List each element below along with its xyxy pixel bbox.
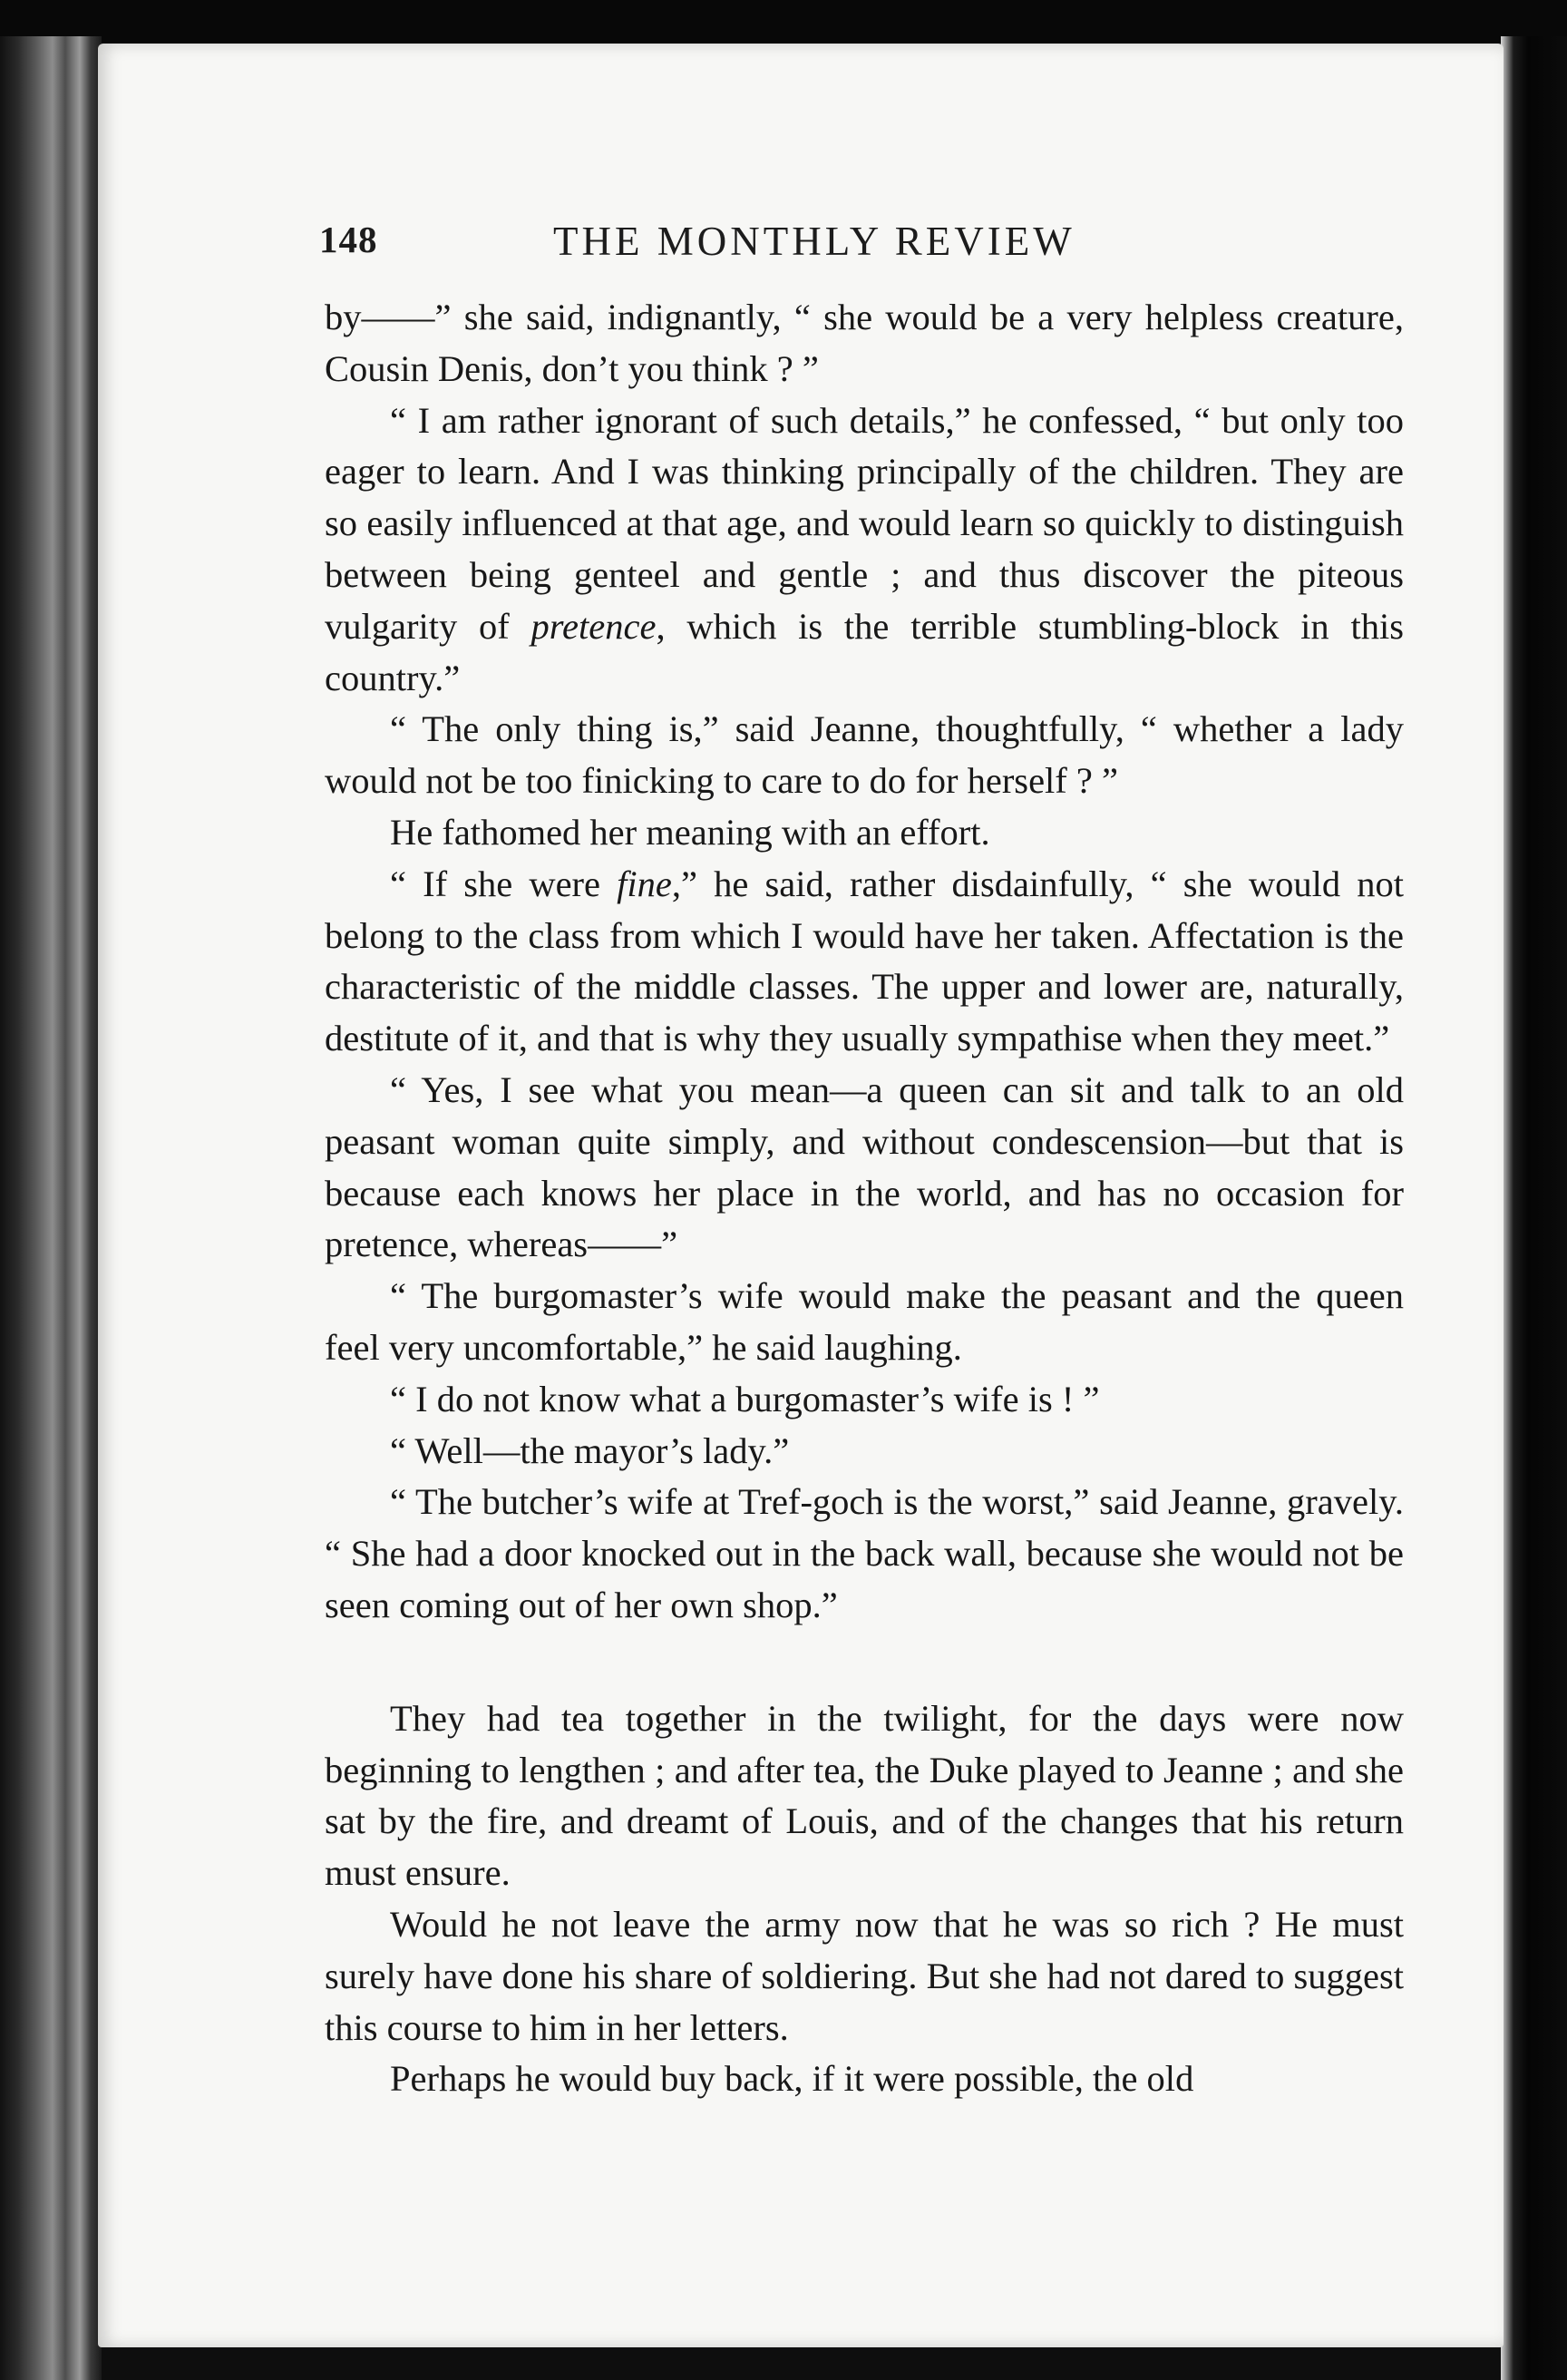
paragraph-text: “ The butcher’s wife at Tref-goch is the worst,” said Jeanne, gravely. “ She had a door knocked out in the back wall, because she would not be seen coming out of her own shop.” [325, 1481, 1404, 1625]
paragraph [325, 1693, 1404, 1899]
scan-top-border [0, 0, 1567, 45]
paragraph-text: Would he not leave the army now that he was so rich ? He must surely have done his share of soldiering. But she had not dared to suggest this course to him in her letters. [325, 1903, 1405, 2048]
italic-text: pretence [530, 605, 657, 647]
paragraph [325, 1477, 1404, 1631]
page-number: 148 [319, 219, 378, 260]
paragraph-text: , which is the terrible stumbling-block in this country.” [325, 605, 1404, 698]
italic-text: fine [617, 863, 672, 904]
paragraph-text: “ Yes, I see what you mean—a queen can sit and talk to an old peasant woman quite simply, and without condescension—but that is because each knows her place in the world, and has no occasion for pretence, whereas——” [325, 1068, 1404, 1265]
paragraph-text: “ If she were [390, 863, 618, 904]
paragraph-text: “ The only thing is,” said Jeanne, thoughtfully, “ whether a lady would not be too finicking to care to do for herself ? ” [325, 708, 1404, 802]
paragraph-text: Perhaps he would buy back, if it were possible, the old [390, 2058, 1194, 2100]
paragraph [325, 1271, 1404, 1374]
paragraph-text: “ I am rather ignorant of such details,” he confessed, “ but only too eager to learn. And I was thinking principally of the children. They are so easily influenced at that age, and would learn so quickly to distinguish between being genteel and gentle ; and thus discover the piteous vulgarity of [325, 399, 1404, 647]
paragraph-text: ,” he said, rather disdainfully, “ she would not belong to the class from which I would have her taken. Affectation is the characteristic of the middle classes. The upper and lower are, naturally, destitute of it, and that is why they usually sympathise when they meet.” [325, 863, 1405, 1059]
paragraph-text: He fathomed her meaning with an effort. [390, 811, 990, 853]
book-spine-edge [0, 36, 102, 2380]
running-title: THE MONTHLY REVIEW [553, 219, 1075, 264]
paragraph-text: They had tea together in the twilight, for the days were now beginning to lengthen ; and after tea, the Duke played to Jeanne ; and she sat by the fire, and dreamt of Louis, and of the changes that his return must ensure. [325, 1697, 1404, 1894]
page-header [319, 218, 1172, 281]
paragraph-text: “ I do not know what a burgomaster’s wife is ! ” [390, 1378, 1100, 1419]
paragraph [325, 807, 1404, 859]
section-break [325, 1632, 1404, 1693]
paragraph-text: by——” she said, indignantly, “ she would be a very helpless creature, Cousin Denis, don’t you think ? ” [325, 297, 1404, 389]
paragraph [325, 704, 1404, 807]
paragraph [325, 1065, 1404, 1271]
body-text [325, 292, 1404, 2105]
paragraph [325, 292, 1404, 395]
paragraph-text: “ Well—the mayor’s lady.” [390, 1429, 790, 1471]
paragraph [325, 859, 1404, 1065]
paragraph [325, 2053, 1404, 2105]
paragraph [325, 1899, 1404, 2053]
page-right-edge [1501, 36, 1567, 2380]
paragraph [325, 1374, 1404, 1426]
paragraph [325, 1426, 1404, 1478]
paragraph [325, 395, 1404, 705]
paragraph-text: “ The burgomaster’s wife would make the peasant and the queen feel very uncomfortable,” he said laughing. [325, 1275, 1404, 1368]
